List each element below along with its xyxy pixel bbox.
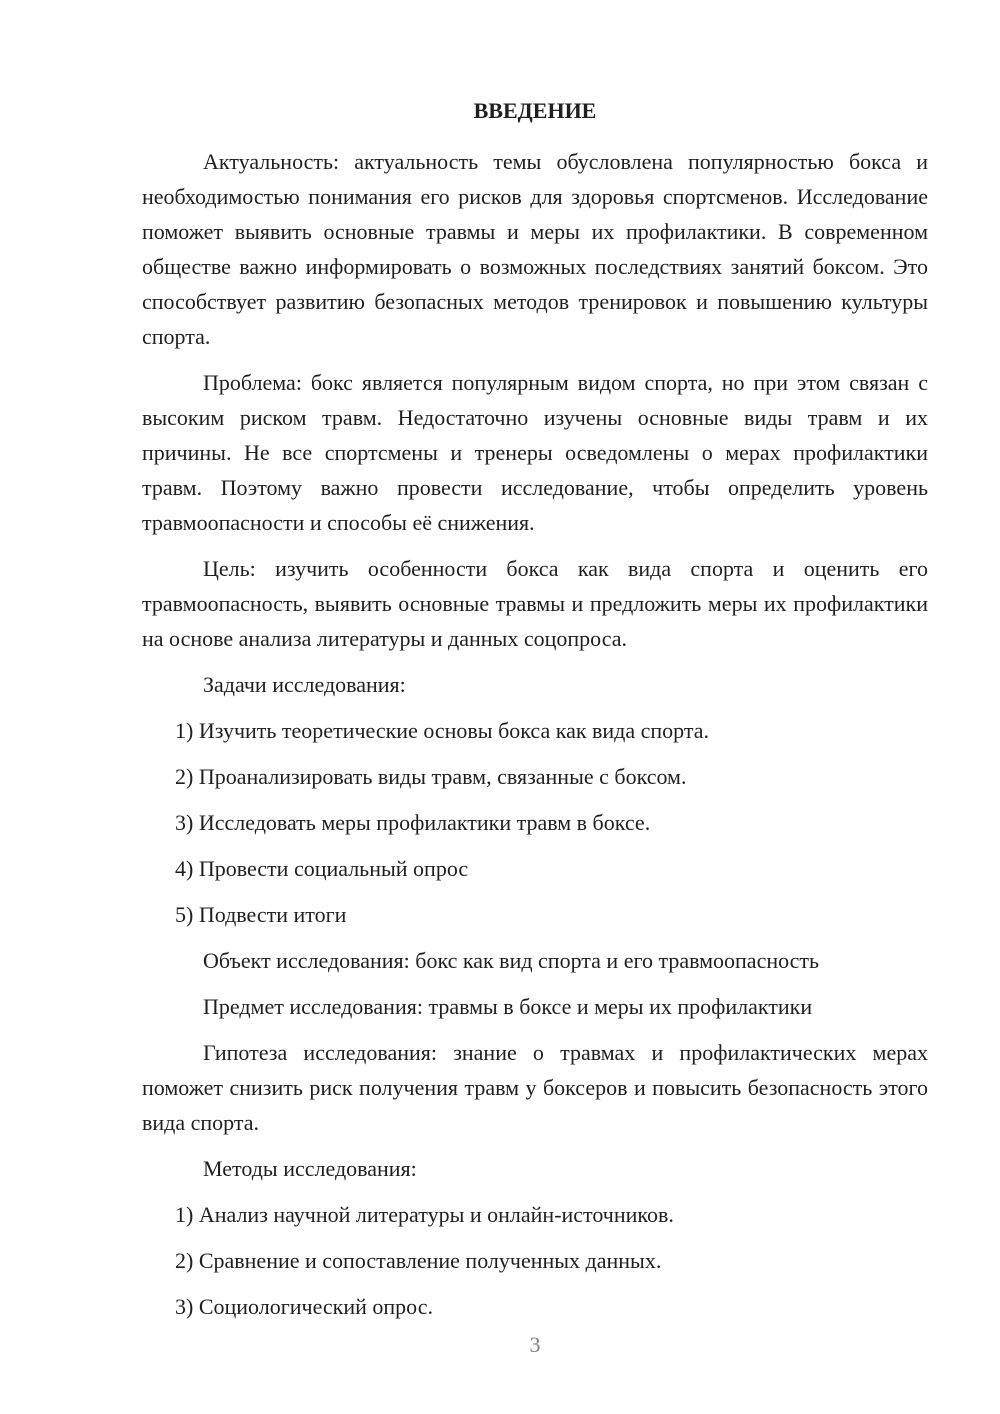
method-item: 3) Социологический опрос.	[175, 1294, 433, 1319]
method-item: 2) Сравнение и сопоставление полученных данных.	[175, 1248, 662, 1273]
page-number: 3	[529, 1332, 541, 1357]
research-object: Объект исследования: бокс как вид спорта и его травмоопасность	[203, 948, 820, 973]
task-item: 4) Провести социальный опрос	[175, 856, 469, 881]
hypothesis-paragraph: Гипотеза исследования: знание о травмах и профилактических мерах поможет снизить риск получения травм у боксеров и повысить безопасность этого вида спорта.	[142, 1040, 928, 1135]
methods-heading: Методы исследования:	[203, 1156, 417, 1181]
method-item: 1) Анализ научной литературы и онлайн-источников.	[175, 1202, 674, 1227]
page-title: ВВЕДЕНИЕ	[473, 98, 597, 123]
document-body	[142, 144, 928, 1335]
problem-paragraph: Проблема: бокс является популярным видом спорта, но при этом связан с высоким риском травм. Недостаточно изучены основные виды травм и их причины. Не все спортсмены и тренеры осведомлены о мерах профилактики травм. Поэтому важно провести исследование, чтобы определить уровень травмоопасности и способы её снижения.	[142, 370, 928, 535]
task-item: 5) Подвести итоги	[175, 902, 347, 927]
task-item: 3) Исследовать меры профилактики травм в боксе.	[175, 810, 651, 835]
relevance-paragraph: Актуальность: актуальность темы обусловлена популярностью бокса и необходимостью понимания его рисков для здоровья спортсменов. Исследование поможет выявить основные травмы и меры их профилактики. В современном обществе важно информировать о возможных последствиях занятий боксом. Это способствует развитию безопасных методов тренировок и повышению культуры спорта.	[142, 149, 928, 349]
goal-paragraph: Цель: изучить особенности бокса как вида спорта и оценить его травмоопасность, выявить основные травмы и предложить меры их профилактики на основе анализа литературы и данных соцопроса.	[142, 556, 928, 651]
tasks-heading: Задачи исследования:	[203, 672, 406, 697]
research-subject: Предмет исследования: травмы в боксе и меры их профилактики	[203, 994, 813, 1019]
task-item: 2) Проанализировать виды травм, связанные с боксом.	[175, 764, 687, 789]
task-item: 1) Изучить теоретические основы бокса как вида спорта.	[175, 718, 710, 743]
